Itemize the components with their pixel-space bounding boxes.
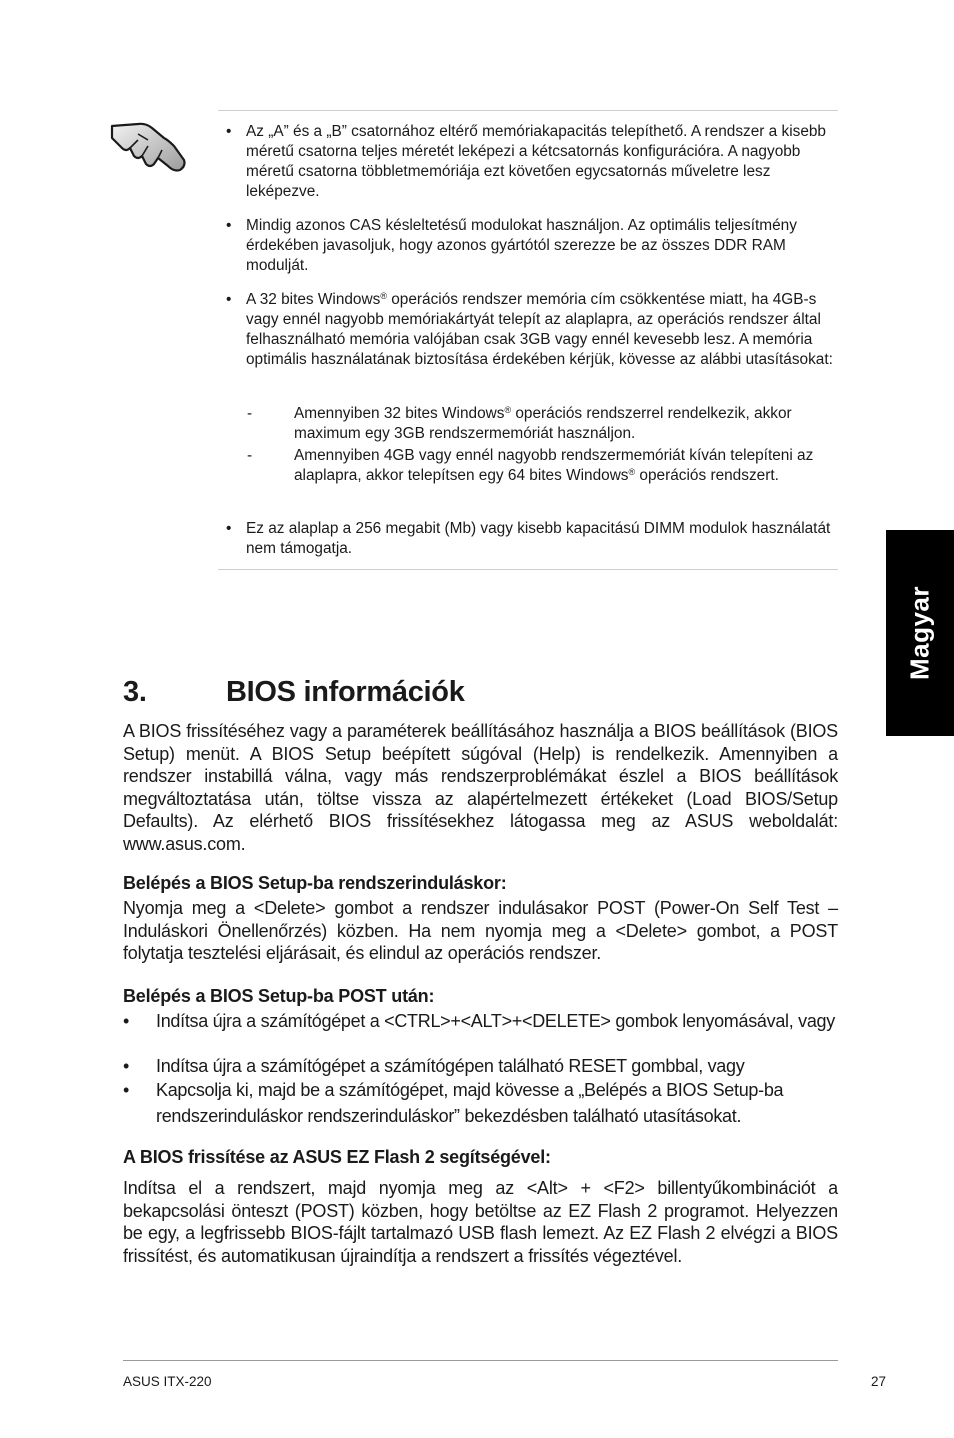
footer-product-name: ASUS ITX-220 (123, 1374, 212, 1389)
registered-mark: ® (628, 467, 636, 477)
note-bullet (246, 122, 838, 202)
ez-flash-paragraph: Indítsa el a rendszert, majd nyomja meg az <Alt> + <F2> billentyűkombinációt a bekapcsolási önteszt (POST) közben, hogy betöltse az EZ Flash 2 programot. Helyezzen be egy, a legfrissebb BIOS-fájlt tartalmazó USB flash lemezt. Az EZ Flash 2 elvégzi a BIOS frissítést, és automatikusan újraindítja a rendszert a frissítés végeztével. (123, 1178, 838, 1266)
footer-divider (123, 1360, 838, 1361)
registered-mark: ® (380, 291, 387, 301)
pointing-hand-icon (108, 116, 188, 176)
registered-mark: ® (504, 405, 512, 415)
note-bullet-text: • Az „A” és a „B” csatornához eltérő memóriakapacitás telepíthető. A rendszer a kisebb méretű csatorna teljes méretét leképezi a kétcsatornás konfigurációra. A nagyobb méretű csatorna többletmemóriája ezt követően egycsatornás műveletre lesz leképezve. (246, 123, 826, 200)
after-post-bullet-text: Indítsa újra a számítógépet a számítógépen található RESET gombbal, vagy (156, 1056, 745, 1076)
note-bullet-text: • A 32 bites Windows® operációs rendszer memória cím csökkentése miatt, ha 4GB-s vagy ennél nagyobb memóriakártyát telepít az alaplapra, az operációs rendszer által felhasználható memória valójában csak 3GB vagy ennél kevesebb lesz. A memória optimális használatának biztosítása érdekében kérjük, kövesse az alábbi utasításokat: (246, 291, 833, 368)
note-sub-item: - Amennyiben 32 bites Windows® operációs rendszerrel rendelkezik, akkor maximum egy 3GB rendszermemóriát használjon. (294, 404, 838, 444)
after-post-bullet-text: Kapcsolja ki, majd be a számítógépet, majd kövesse a „Belépés a BIOS Setup-ba rendszerinduláskor rendszerinduláskor” bekezdésben található utasításokat. (156, 1080, 784, 1126)
note-bullet (246, 290, 838, 370)
note-bullet-text: • Ez az alaplap a 256 megabit (Mb) vagy kisebb kapacitású DIMM modulok használatát nem támogatja. (246, 520, 831, 557)
note-bullet (246, 216, 838, 276)
section-intro-paragraph: A BIOS frissítéséhez vagy a paraméterek beállításához használja a BIOS beállítások (BIOS Setup) menüt. A BIOS Setup beépített súgóval (Help) is rendelkezik. Amennyiben a rendszer instabillá válna, vagy más rendszerproblémákat észlel a BIOS beállítások megváltoztatása után, töltse vissza az alapértelmezett értékeket (Load BIOS/Setup Defaults). Az elérhető BIOS frissítésekhez látogassa meg az ASUS weboldalát: www.asus.com. (123, 721, 838, 854)
language-tab-label: Magyar (904, 585, 935, 681)
startup-paragraph: Nyomja meg a <Delete> gombot a rendszer indulásakor POST (Power-On Self Test – Induláskori Önellenőrzés) közben. Ha nem nyomja meg a <Delete> gombot, a POST folytatja tesztelési eljárásait, és elindul az operációs rendszer. (123, 898, 838, 964)
subheading-after-post: Belépés a BIOS Setup-ba POST után: (123, 986, 435, 1006)
note-box (218, 110, 838, 570)
language-side-tab (886, 530, 954, 736)
section-number: 3. (123, 676, 147, 708)
note-bullet-text: • Mindig azonos CAS késleltetésű modulokat használjon. Az optimális teljesítmény érdekében javasoljuk, hogy azonos gyártótól szerezze be az összes DDR RAM modulját. (246, 217, 797, 274)
page-number: 27 (870, 1374, 886, 1389)
subheading-startup: Belépés a BIOS Setup-ba rendszerinduláskor: (123, 873, 507, 893)
note-bullet (246, 519, 838, 559)
subheading-ez-flash: A BIOS frissítése az ASUS EZ Flash 2 segítségével: (123, 1147, 551, 1167)
note-sub-item: - Amennyiben 4GB vagy ennél nagyobb rendszermemóriát kíván telepíteni az alaplapra, akkor telepítsen egy 64 bites Windows® operációs rendszert. (294, 446, 838, 486)
section-title: BIOS információk (226, 676, 465, 708)
after-post-bullet-text: Indítsa újra a számítógépet a <CTRL>+<ALT>+<DELETE> gombok lenyomásával, vagy (156, 1011, 835, 1031)
